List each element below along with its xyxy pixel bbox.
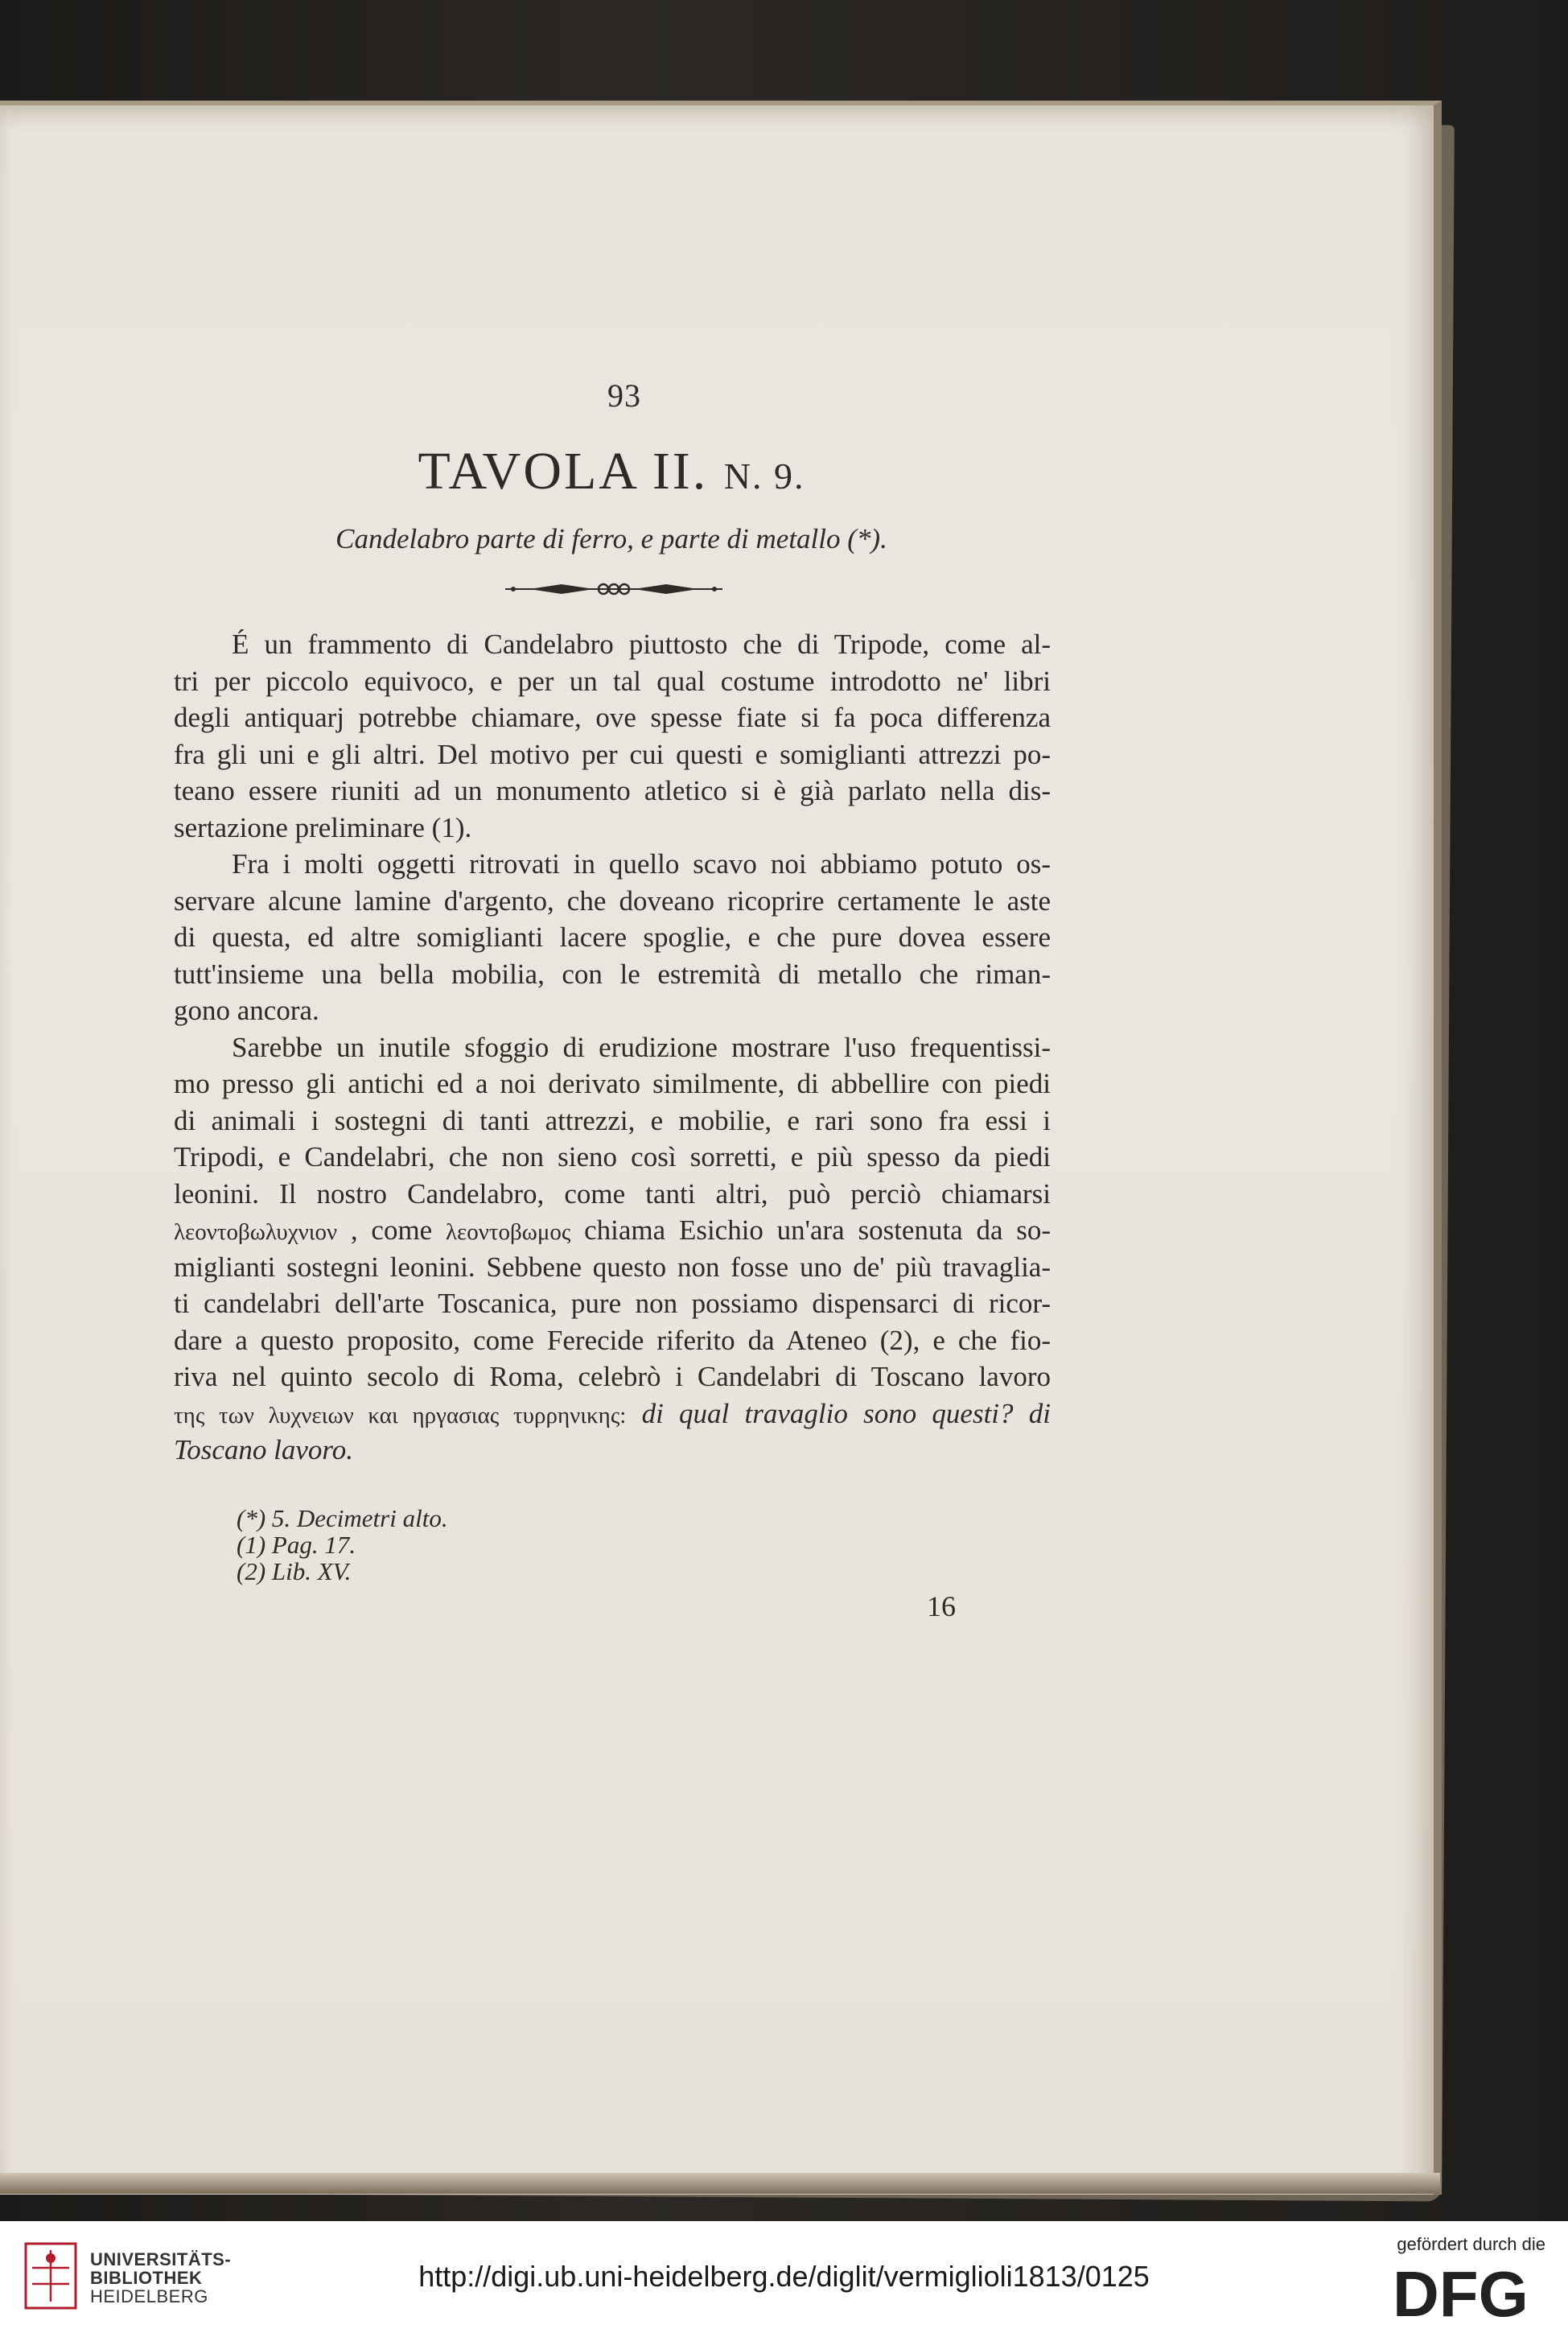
body-text: [174, 626, 1051, 1469]
greek-text-line: [174, 1212, 1051, 1249]
text-line: Tripodi, e Candelabri, che non sieno così sorretti, e più spesso da piedi: [174, 1141, 1051, 1173]
text-line: É un frammento di Candelabro piuttosto che di Tripode, come al-: [232, 629, 1051, 660]
text-line: riva nel quinto secolo di Roma, celebrò i Candelabri di Toscano lavoro: [174, 1361, 1051, 1392]
text-line: leonini. Il nostro Candelabro, come tanti altri, può perciò chiamarsi: [174, 1177, 1051, 1210]
text-line: miglianti sostegni leonini. Sebbene questo non fosse uno de' più travaglia-: [174, 1251, 1051, 1283]
text-line: servare alcune lamine d'argento, che doveano ricoprire certamente le aste: [174, 884, 1051, 917]
text-line: degli antiquarj potrebbe chiamare, ove spesse fiate si fa poca differenza: [174, 702, 1051, 733]
text-line: fra gli uni e gli altri. Del motivo per cui questi e somiglianti attrezzi po-: [174, 738, 1051, 770]
greek-quote-line: [174, 1395, 1051, 1432]
footnote: (*) 5. Decimetri alto.: [237, 1504, 448, 1532]
footnote: (1) Pag. 17.: [237, 1531, 356, 1559]
text-line: teano essere riuniti ad un monumento atletico si è già parlato nella dis-: [174, 775, 1051, 806]
permalink-url[interactable]: http://digi.ub.uni-heidelberg.de/diglit/vermiglioli1813/0125: [418, 2260, 1150, 2293]
greek-quote: της των λυχνειων και ηργασιας τυρρηνικης:: [174, 1402, 627, 1428]
dfg-logo-text: DFG: [1393, 2263, 1529, 2324]
library-name-line: BIBLIOTHEK: [90, 2268, 203, 2288]
text-line: ti candelabri dell'arte Toscanica, pure non possiamo dispensarci di ricor-: [174, 1288, 1051, 1319]
title-number: N. 9.: [723, 455, 805, 497]
library-name-line: HEIDELBERG: [90, 2286, 208, 2306]
text-line: tri per piccolo equivoco, e per un tal qual costume introdotto ne' libri: [174, 665, 1051, 697]
signature-number: 16: [927, 1590, 956, 1622]
dfg-logo-icon[interactable]: [1393, 2263, 1545, 2324]
greek-word: λεοντοβωλυχνιον: [174, 1219, 338, 1245]
ornament-divider-icon: [505, 579, 722, 599]
library-name-line: UNIVERSITÄTS-: [90, 2249, 232, 2269]
text-line: Toscano lavoro.: [174, 1434, 353, 1465]
greek-word: λεοντοβωμος: [445, 1219, 571, 1245]
page-title: [322, 441, 901, 502]
text-line: di animali i sostegni di tanti attrezzi, e mobilie, e rari sono fra essi i: [174, 1104, 1051, 1136]
text-line: mo presso gli antichi ed a noi derivato similmente, di abbellire con piedi: [174, 1068, 1051, 1099]
text-line: Sarebbe un inutile sfoggio di erudizione mostrare l'uso frequentissi-: [232, 1031, 1051, 1063]
text-line: Fra i molti oggetti ritrovati in quello scavo noi abbiamo potuto os-: [232, 848, 1051, 880]
text-line: tutt'insieme una bella mobilia, con le estremità di metallo che riman-: [174, 958, 1051, 990]
title-main: TAVOLA II.: [418, 442, 709, 501]
text-line: dare a questo proposito, come Ferecide riferito da Ateneo (2), e che fio-: [174, 1324, 1051, 1356]
text-line: sertazione preliminare (1).: [174, 811, 472, 843]
footer-bar: [0, 2221, 1568, 2333]
footnote: (2) Lib. XV.: [237, 1557, 352, 1585]
funded-by-label: gefördert durch die: [1397, 2234, 1545, 2254]
page-number: 93: [607, 377, 641, 414]
footnotes: [237, 1505, 639, 1585]
text-fragment: , come: [350, 1214, 433, 1246]
italic-translation: di qual travaglio sono questi? di: [641, 1397, 1051, 1429]
page-edge: [0, 2173, 1440, 2194]
text-fragment: chiama Esichio un'ara sostenuta da so-: [584, 1214, 1052, 1246]
text-line: gono ancora.: [174, 995, 319, 1026]
text-line: di questa, ed altre somiglianti lacere spoglie, e che pure dovea essere: [174, 921, 1051, 953]
page-subtitle: Candelabro parte di ferro, e parte di metallo (*).: [335, 523, 887, 554]
